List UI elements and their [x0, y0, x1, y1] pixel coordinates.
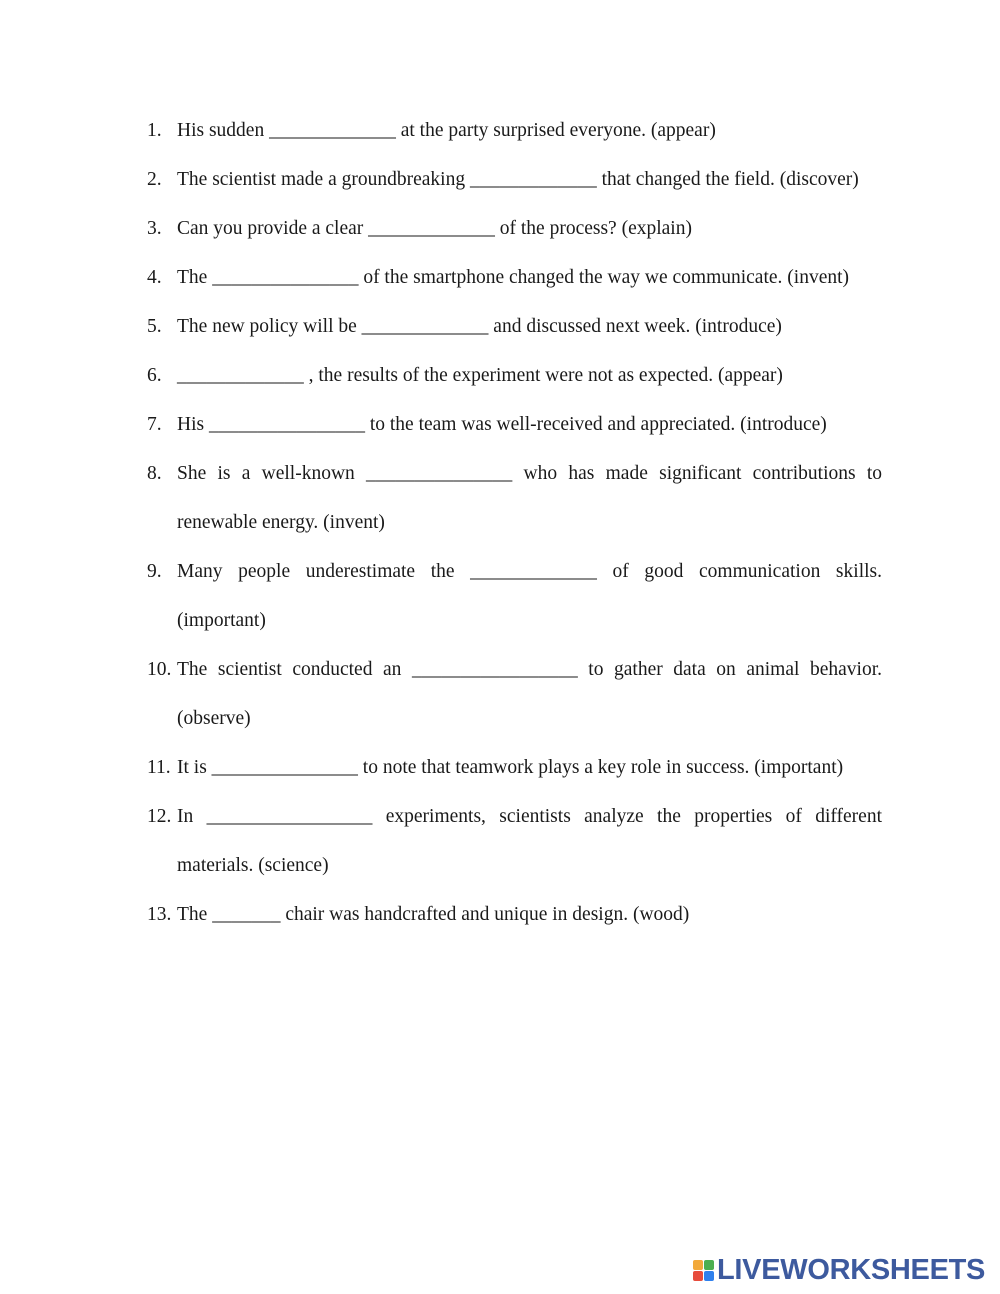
question-number: 6. [147, 365, 162, 386]
question-text: The scientist conducted an _________________ to gather data on animal behavior. (observe) [177, 659, 882, 729]
question-number: 10. [147, 659, 172, 680]
question-text: The _______________ of the smartphone changed the way we communicate. (invent) [177, 267, 850, 288]
question-text: She is a well-known _______________ who has made significant contributions to renewable energy. (invent) [177, 463, 882, 533]
question-item [147, 890, 882, 939]
question-number: 5. [147, 316, 162, 337]
question-item [147, 743, 882, 792]
liveworksheets-icon [693, 1260, 714, 1281]
question-item [147, 547, 882, 645]
question-item [147, 106, 882, 155]
question-number: 2. [147, 169, 162, 190]
question-item [147, 302, 882, 351]
question-text: It is _______________ to note that teamwork plays a key role in success. (important) [177, 757, 844, 778]
question-item [147, 449, 882, 547]
question-number: 4. [147, 267, 162, 288]
question-item [147, 253, 882, 302]
question-number: 7. [147, 414, 162, 435]
question-item [147, 645, 882, 743]
liveworksheets-logo[interactable] [693, 1254, 985, 1286]
question-item [147, 155, 882, 204]
question-text: The _______ chair was handcrafted and unique in design. (wood) [177, 904, 690, 925]
question-text: Many people underestimate the _____________ of good communication skills. (important) [177, 561, 882, 631]
question-text: The new policy will be _____________ and discussed next week. (introduce) [177, 316, 782, 337]
question-text: _____________ , the results of the experiment were not as expected. (appear) [177, 365, 783, 386]
question-number: 8. [147, 463, 162, 484]
question-item [147, 351, 882, 400]
question-text: In _________________ experiments, scientists analyze the properties of different materials. (science) [177, 806, 882, 876]
question-number: 1. [147, 120, 162, 141]
question-text: His ________________ to the team was well-received and appreciated. (introduce) [177, 414, 827, 435]
question-text: The scientist made a groundbreaking _____________ that changed the field. (discover) [177, 169, 859, 190]
question-item [147, 792, 882, 890]
question-text: Can you provide a clear _____________ of the process? (explain) [177, 218, 692, 239]
question-list [147, 106, 882, 939]
question-text: His sudden _____________ at the party surprised everyone. (appear) [177, 120, 716, 141]
question-number: 3. [147, 218, 162, 239]
question-number: 12. [147, 806, 172, 827]
question-item [147, 400, 882, 449]
question-number: 13. [147, 904, 172, 925]
question-item [147, 204, 882, 253]
question-number: 11. [147, 757, 171, 778]
logo-text: LIVEWORKSHEETS [717, 1254, 986, 1286]
question-number: 9. [147, 561, 162, 582]
